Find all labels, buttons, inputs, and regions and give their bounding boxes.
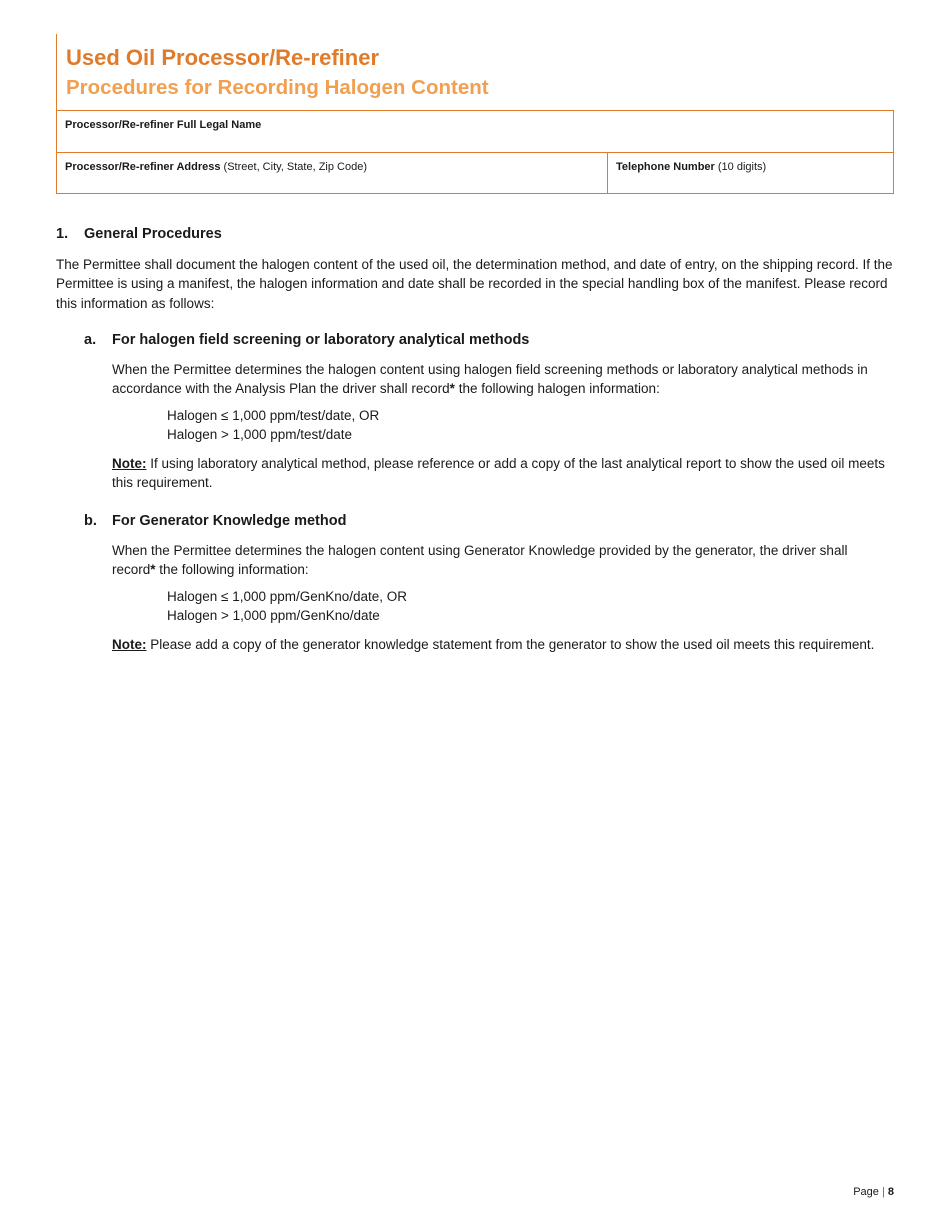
general-procedures-paragraph: The Permittee shall document the halogen content of the used oil, the determination method, and date of entry, on the shipping record. If the Permittee is using a manifest, the halogen information and date shall be recorded in the special handling box of the manifest. Please record this information as follows: [56, 257, 893, 311]
page-title: Used Oil Processor/Re-refiner [66, 45, 380, 70]
telephone-label: Telephone Number [616, 161, 715, 173]
subsection-heading-b [84, 511, 346, 531]
subsection-b-paragraph [112, 541, 892, 580]
section-heading-general [56, 224, 222, 244]
subsection-b-text-end: the following information: [155, 562, 309, 578]
subsection-letter-a: a. [84, 332, 97, 348]
asterisk-marker: * [150, 562, 156, 578]
halogen-line-high: Halogen > 1,000 ppm/test/date [167, 427, 353, 443]
telephone-hint: (10 digits) [714, 161, 767, 173]
subsection-heading-a [84, 330, 529, 350]
subsection-title-b: For Generator Knowledge method [112, 513, 347, 529]
halogen-line-high: Halogen > 1,000 ppm/GenKno/date [167, 608, 380, 624]
note-text: Please add a copy of the generator knowledge statement from the generator to show the used oil meets this requirement. [146, 637, 875, 652]
legal-name-label: Processor/Re-refiner Full Legal Name [65, 119, 262, 131]
legal-name-field[interactable] [57, 111, 893, 152]
subsection-letter-b: b. [84, 513, 97, 529]
page-number: 8 [887, 1186, 894, 1198]
subsection-a-text-end: the following halogen information: [454, 381, 660, 397]
title-block [56, 34, 489, 110]
telephone-field[interactable] [608, 153, 895, 194]
page-label: Page [853, 1186, 879, 1198]
subsection-a-text: When the Permittee determines the halogen content using halogen field screening methods or laboratory analytical methods in accordance with the Analysis Plan the driver shall record [112, 362, 868, 397]
section-number: 1. [56, 226, 69, 242]
note-text: If using laboratory analytical method, please reference or add a copy of the last analytical report to show the used oil meets this requirement. [112, 456, 885, 491]
form-row-name [57, 111, 893, 153]
page-footer [853, 1185, 894, 1200]
halogen-list-a [167, 406, 379, 445]
address-field[interactable] [57, 153, 608, 194]
address-label: Processor/Re-refiner Address [65, 161, 221, 173]
note-label: Note: [112, 637, 147, 652]
section-title: General Procedures [84, 226, 222, 242]
halogen-line-low: Halogen ≤ 1,000 ppm/GenKno/date, OR [167, 589, 408, 604]
subsection-b-text: When the Permittee determines the halogen content using Generator Knowledge provided by the generator, the driver shall record [112, 543, 848, 578]
processor-info-form [56, 110, 894, 194]
halogen-line-low: Halogen ≤ 1,000 ppm/test/date, OR [167, 408, 380, 423]
note-b [112, 635, 897, 654]
form-row-address [57, 153, 893, 194]
note-a [112, 454, 897, 493]
address-hint: (Street, City, State, Zip Code) [220, 161, 368, 173]
subsection-title-a: For halogen field screening or laboratory analytical methods [112, 332, 530, 348]
halogen-list-b [167, 587, 407, 626]
subsection-a-paragraph [112, 360, 892, 399]
note-label: Note: [112, 456, 147, 471]
page-subtitle: Procedures for Recording Halogen Content [66, 76, 489, 99]
page-separator: | [881, 1186, 885, 1198]
asterisk-marker: * [449, 381, 455, 397]
